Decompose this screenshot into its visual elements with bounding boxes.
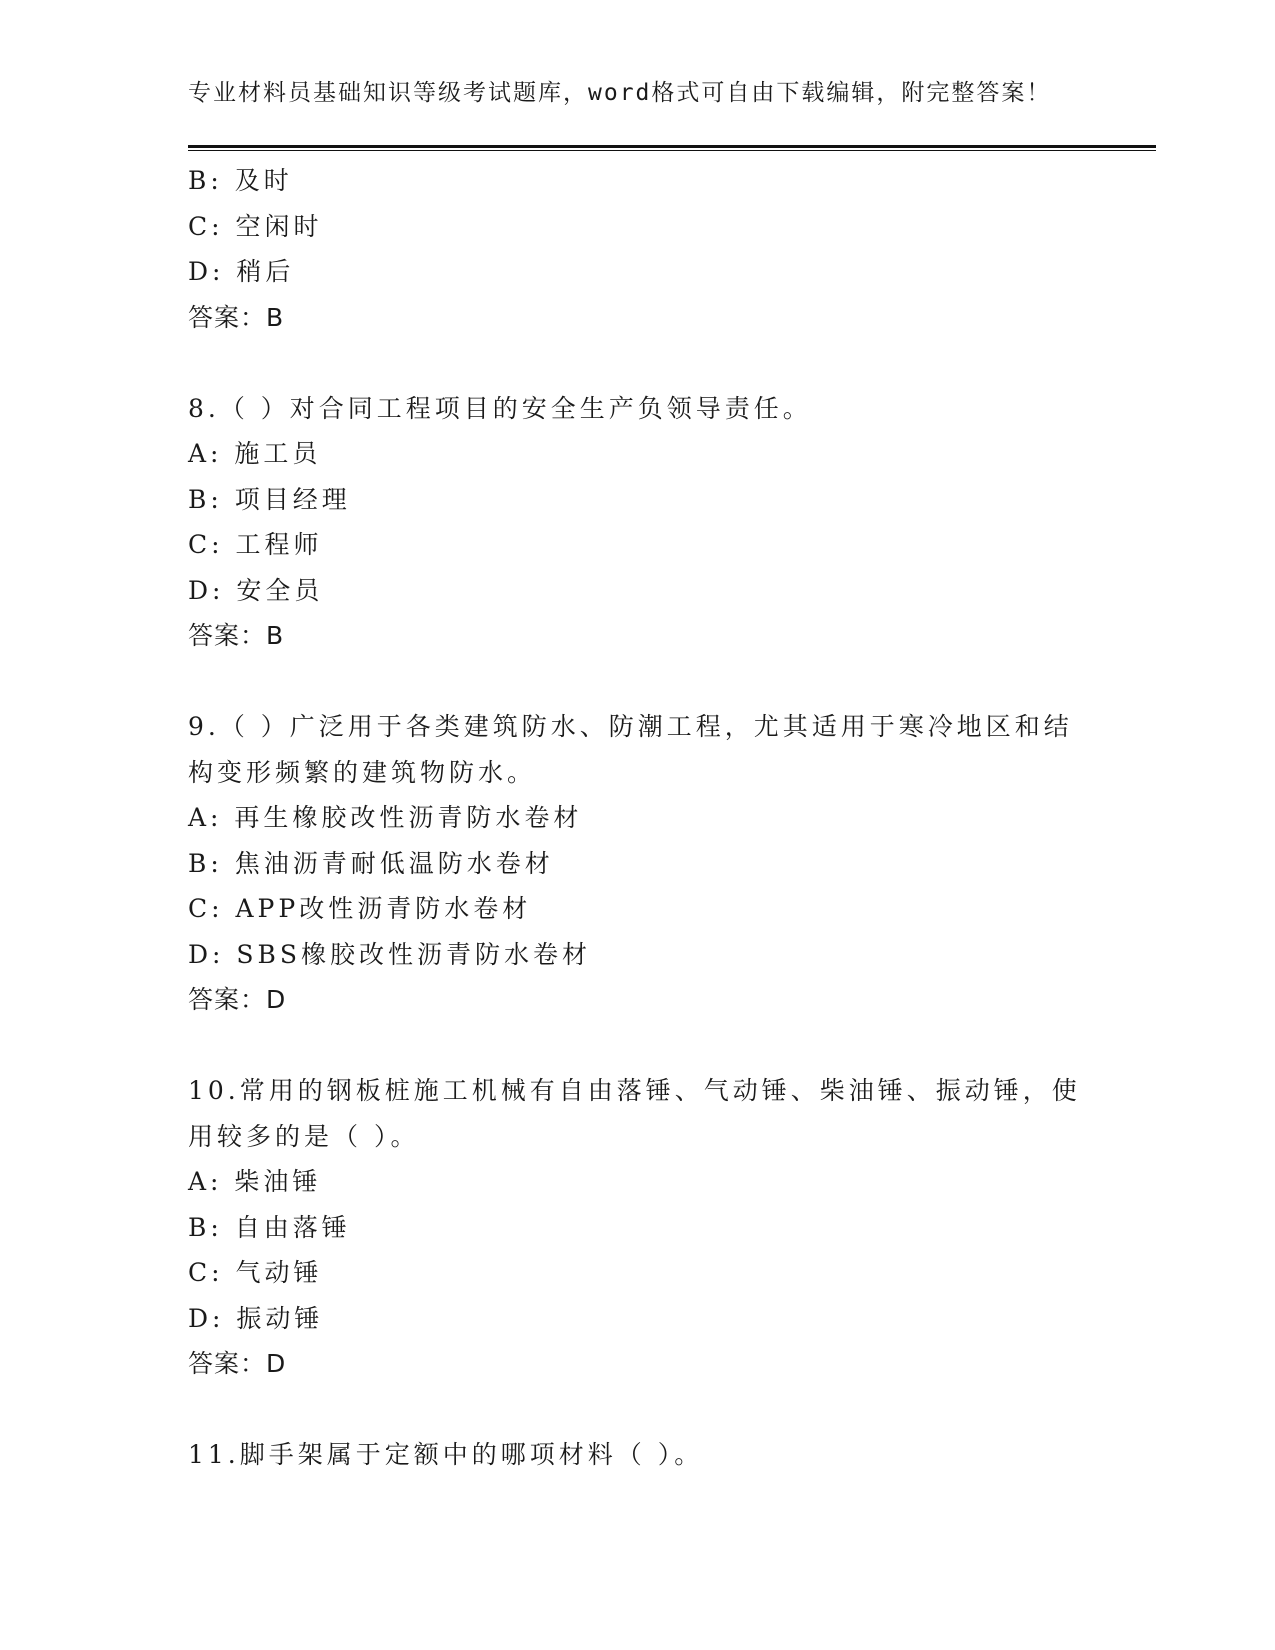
option-c: C: APP改性沥青防水卷材 bbox=[188, 894, 532, 923]
header-divider-thick bbox=[188, 145, 1156, 148]
answer-line: 答案：B bbox=[188, 302, 285, 332]
question-text: 11.脚手架属于定额中的哪项材料（ ）。 bbox=[188, 1440, 704, 1469]
answer-line: 答案：D bbox=[188, 985, 287, 1014]
question-text-line-2: 用较多的是（ ）。 bbox=[188, 1121, 420, 1151]
spacer bbox=[188, 340, 1088, 386]
option-b: B: 自由落锤 bbox=[188, 1212, 351, 1242]
answer-line: 答案：D bbox=[188, 1349, 287, 1378]
question-10 bbox=[188, 1068, 1088, 1387]
spacer bbox=[188, 659, 1088, 705]
question-8 bbox=[188, 386, 1088, 659]
option-a: A: 再生橡胶改性沥青防水卷材 bbox=[188, 803, 583, 832]
option-c: C: 空闲时 bbox=[188, 211, 323, 241]
question-text: 8.（ ）对合同工程项目的安全生产负领导责任。 bbox=[188, 393, 812, 423]
spacer bbox=[188, 1023, 1088, 1069]
question-text-line-2: 构变形频繁的建筑物防水。 bbox=[188, 757, 537, 787]
answer-line: 答案：B bbox=[188, 621, 285, 650]
question-9 bbox=[188, 704, 1088, 1023]
option-d: D: 稍后 bbox=[188, 257, 295, 286]
question-text-line-1: 10.常用的钢板桩施工机械有自由落锤、气动锤、柴油锤、振动锤，使 bbox=[188, 1076, 1081, 1105]
question-text-line-1: 9.（ ）广泛用于各类建筑防水、防潮工程，尤其适用于寒冷地区和结 bbox=[188, 712, 1073, 741]
option-d: D: 振动锤 bbox=[188, 1303, 324, 1333]
option-d: D: 安全员 bbox=[188, 575, 324, 605]
option-c: C: 气动锤 bbox=[188, 1258, 323, 1287]
question-7 bbox=[188, 158, 1088, 340]
spacer bbox=[188, 1387, 1088, 1433]
option-d: D: SBS橡胶改性沥青防水卷材 bbox=[188, 939, 592, 969]
option-a: A: 施工员 bbox=[188, 439, 322, 468]
option-b: B: 焦油沥青耐低温防水卷材 bbox=[188, 848, 554, 878]
option-a: A: 柴油锤 bbox=[188, 1167, 322, 1196]
option-b: B: 及时 bbox=[188, 166, 293, 195]
question-list bbox=[188, 158, 1088, 1478]
option-c: C: 工程师 bbox=[188, 530, 323, 559]
option-b: B: 项目经理 bbox=[188, 484, 351, 514]
page-header: 专业材料员基础知识等级考试题库，word格式可自由下载编辑，附完整答案！ bbox=[188, 80, 1052, 106]
question-11 bbox=[188, 1432, 1088, 1478]
header-divider-thin bbox=[188, 150, 1156, 151]
